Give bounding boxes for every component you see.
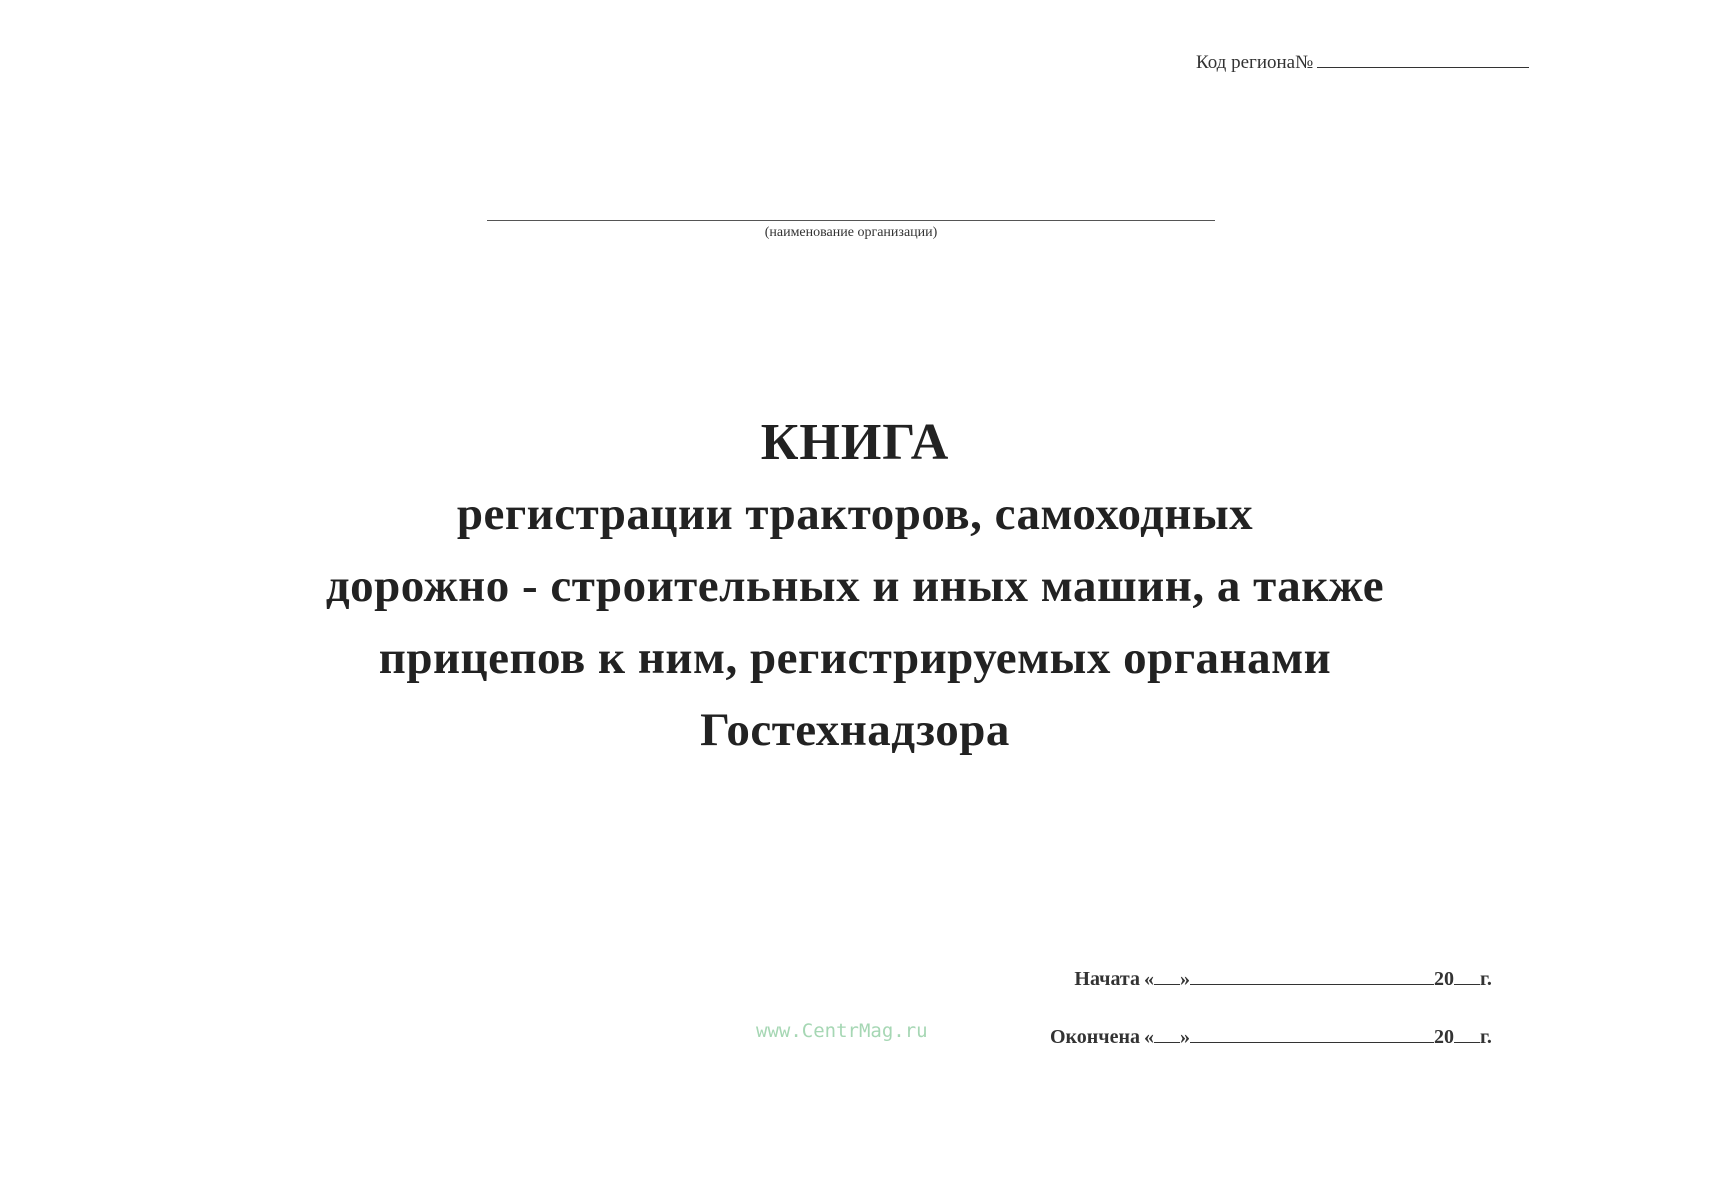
- end-day-blank: [1154, 1042, 1180, 1043]
- quote-open: «: [1144, 1026, 1154, 1048]
- title-main: КНИГА: [760, 414, 950, 471]
- watermark: www.CentrMag.ru: [756, 1020, 928, 1042]
- organization-name-block: [487, 220, 1215, 241]
- year-suffix: г.: [1480, 968, 1492, 990]
- dates-block: [1020, 968, 1492, 1084]
- start-month-blank: [1190, 984, 1434, 985]
- quote-close: »: [1180, 968, 1190, 990]
- start-date-row: [1020, 968, 1492, 1026]
- organization-caption: (наименование организации): [764, 225, 938, 240]
- title-line-1: регистрации тракторов, самоходных: [456, 488, 1254, 540]
- start-date-label: Начата: [1074, 968, 1140, 990]
- region-code-label: Код региона№: [1196, 52, 1314, 73]
- end-date-row: [1020, 1026, 1492, 1084]
- end-month-blank: [1190, 1042, 1434, 1043]
- title-line-2: дорожно - строительных и иных машин, а также: [325, 560, 1385, 612]
- organization-name-blank: [487, 220, 1215, 221]
- year-suffix: г.: [1480, 1026, 1492, 1048]
- end-year-blank: [1454, 1042, 1480, 1043]
- start-year-blank: [1454, 984, 1480, 985]
- start-day-blank: [1154, 984, 1180, 985]
- end-date-label: Окончена: [1049, 1026, 1140, 1048]
- title-line-4: Гостехнадзора: [700, 704, 1010, 756]
- year-prefix: 20: [1434, 968, 1454, 990]
- quote-open: «: [1144, 968, 1154, 990]
- title-line-3: прицепов к ним, регистрируемых органами: [378, 632, 1332, 684]
- year-prefix: 20: [1434, 1026, 1454, 1048]
- region-code-field: [1196, 52, 1529, 74]
- quote-close: »: [1180, 1026, 1190, 1048]
- book-title: [0, 408, 1710, 766]
- region-code-blank: [1317, 67, 1529, 68]
